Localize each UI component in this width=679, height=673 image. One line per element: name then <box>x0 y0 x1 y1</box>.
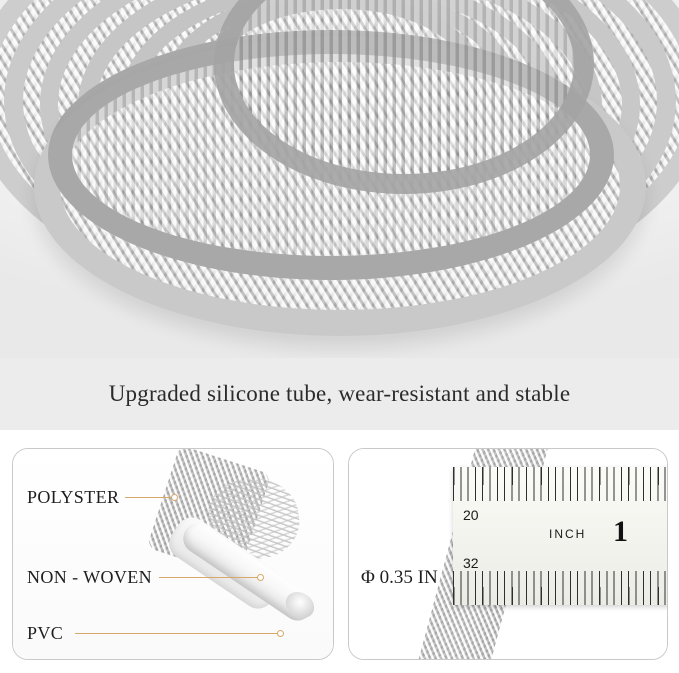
ruler-major-ticks-bottom <box>453 587 668 605</box>
ruler-mark-20: 20 <box>463 507 479 523</box>
detail-panels <box>0 430 679 673</box>
leader-line-polyster <box>125 497 173 498</box>
material-layers-panel <box>12 448 334 660</box>
label-non-woven: NON - WOVEN <box>27 567 153 587</box>
leader-line-non-woven <box>159 577 259 578</box>
diameter-panel <box>348 448 668 660</box>
caption-text: Upgraded silicone tube, wear-resistant and stable <box>108 381 571 406</box>
ruler-big-number: 1 <box>613 515 628 548</box>
caption-bar <box>0 358 679 430</box>
leader-dot-polyster <box>171 494 178 501</box>
ruler-image <box>453 467 668 605</box>
diameter-label: Φ 0.35 IN <box>361 567 438 588</box>
label-pvc: PVC <box>27 623 64 643</box>
leader-dot-non-woven <box>257 574 264 581</box>
leader-dot-pvc <box>277 630 284 637</box>
ruler-major-ticks-top <box>453 467 668 485</box>
leader-line-pvc <box>75 633 279 634</box>
ruler-mark-32: 32 <box>463 555 479 571</box>
ruler-unit-label: INCH <box>549 527 587 541</box>
label-polyster: POLYSTER <box>27 487 120 507</box>
